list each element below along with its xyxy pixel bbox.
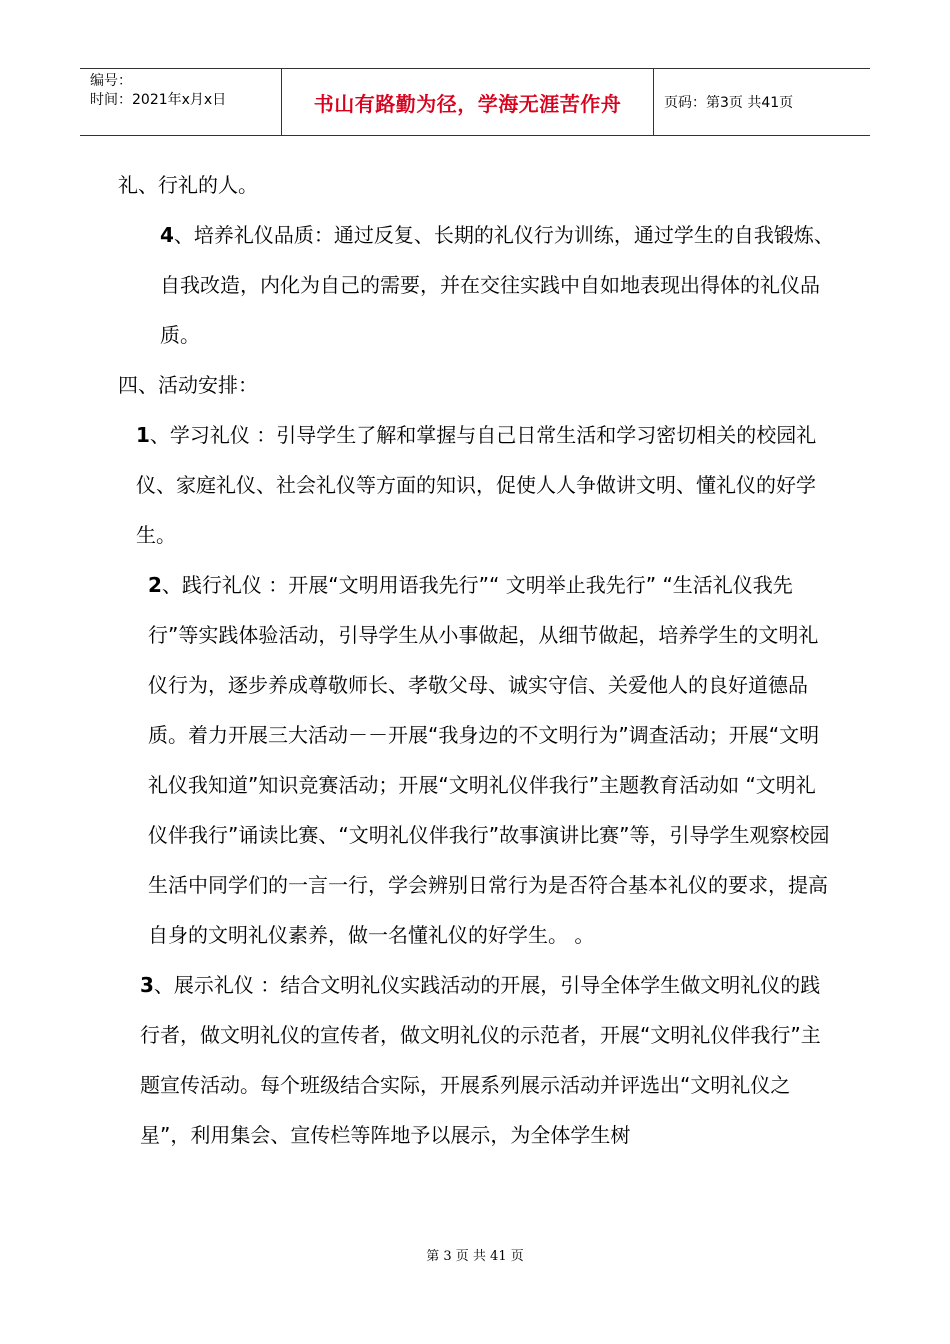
section-title: 四、活动安排： [118,373,258,397]
item-text: 、学习礼仪 ：引导学生了解和掌握与自己日常生活和学习密切相关的校园礼仪、家庭礼仪、社会礼仪等方面的知识，促使人人争做讲文明、懂礼仪的好学生。 [136,423,817,547]
page-footer: 第 3 页 共 41 页 [426,1249,524,1264]
document-body [118,160,834,1160]
paragraph-continuation: 礼、行礼的人。 [118,173,258,197]
page-header [80,68,870,136]
header-motto: 书山有路勤为径，学海无涯苦作舟 [282,69,654,135]
item-number: 4 [160,223,174,247]
header-page-info: 页码：第3页 共41页 [664,95,794,111]
paragraph-item-4 [118,210,834,360]
item-number: 3 [140,973,154,997]
item-text: 、践行礼仪 ：开展“文明用语我先行”“ 文明举止我先行” “生活礼仪我先行”等实践体验活动，引导学生从小事做起，从细节做起，培养学生的文明礼仪行为，逐步养成尊敬师长、孝敬父母、诚实守信、关爱他人的良好道德品质。着力开展三大活动－－开展“我身边的不文明行为”调查活动；开展“文明礼仪我知道”知识竞赛活动；开展“文明礼仪伴我行”主题教育活动如 “文明礼仪伴我行”诵读比赛、“文明礼仪伴我行”故事演讲比赛”等，引导学生观察校园生活中同学们的一言一行，学会辨别日常行为是否符合基本礼仪的要求，提高自身的文明礼仪素养，做一名懂礼仪的好学生。 。 [148,573,830,947]
paragraph-item-2 [118,560,834,960]
item-number: 2 [148,573,162,597]
paragraph-item-3 [118,960,834,1160]
header-meta [80,69,282,135]
paragraph-item-1 [118,410,834,560]
item-number: 1 [136,423,150,447]
document-number-label: 编号： [90,73,132,89]
item-text: 、培养礼仪品质：通过反复、长期的礼仪行为训练，通过学生的自我锻炼、自我改造，内化为自己的需要，并在交往实践中自如地表现出得体的礼仪品质。 [160,223,834,347]
item-text: 、展示礼仪 ：结合文明礼仪实践活动的开展，引导全体学生做文明礼仪的践行者，做文明礼仪的宣传者，做文明礼仪的示范者，开展“文明礼仪伴我行”主题宣传活动。每个班级结合实际，开展系列展示活动并评选出“文明礼仪之星”，利用集会、宣传栏等阵地予以展示，为全体学生树 [140,973,821,1147]
document-date: 时间：2021年x月x日 [90,92,227,108]
